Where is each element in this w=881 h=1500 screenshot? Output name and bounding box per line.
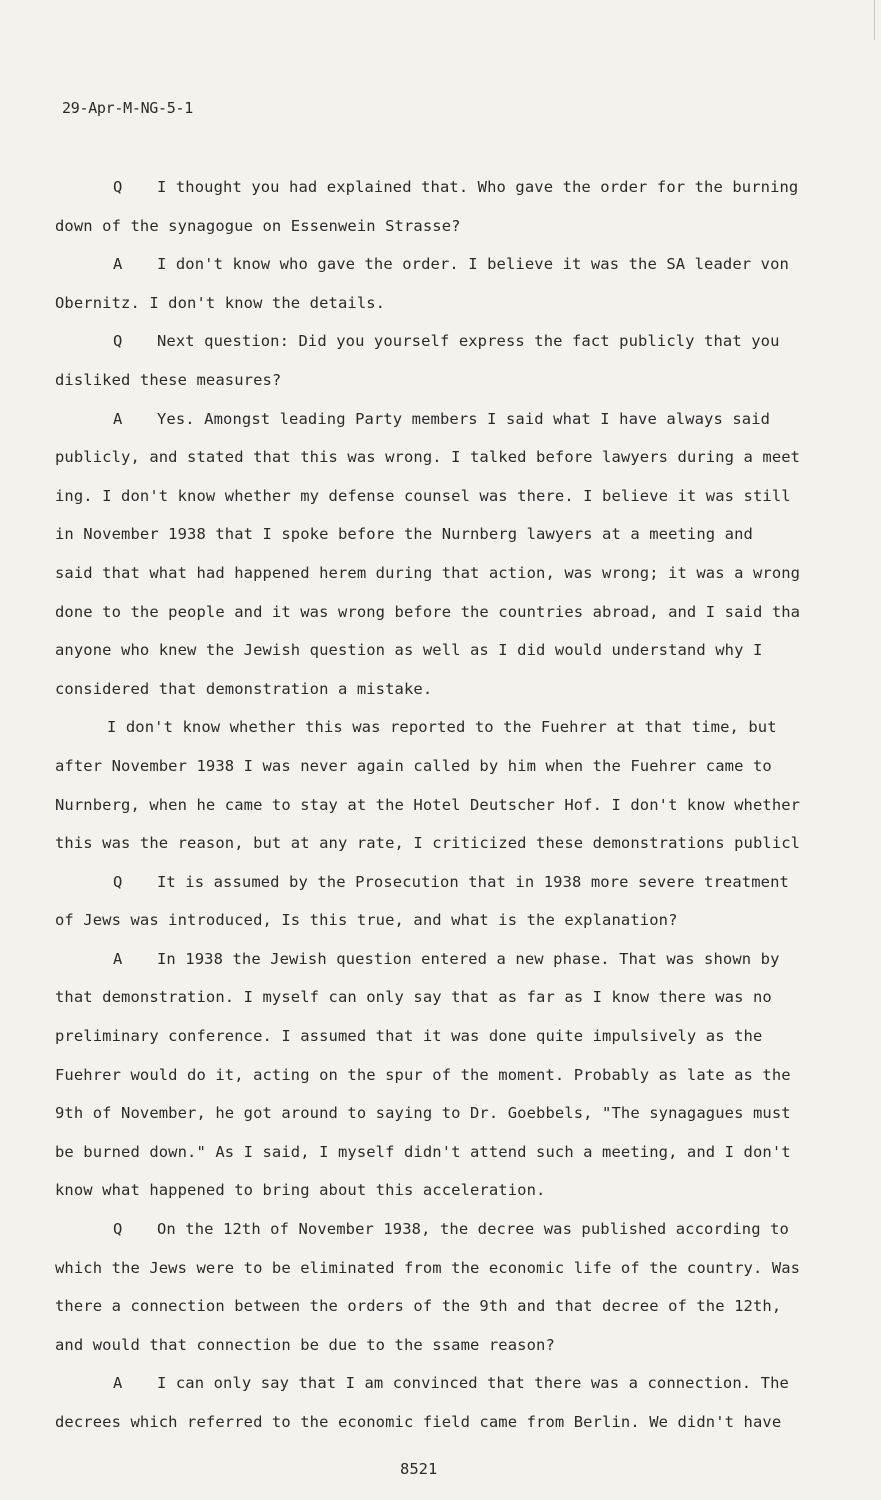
transcript-line <box>55 438 830 477</box>
page-number: 8521 <box>400 1460 438 1478</box>
line-text: of Jews was introduced, Is this true, and what is the explanation? <box>55 911 678 930</box>
line-text: considered that demonstration a mistake. <box>55 679 433 698</box>
transcript-line <box>55 1403 830 1442</box>
document-header: 29-Apr-M-NG-5-1 <box>62 99 193 117</box>
transcript-line <box>55 515 830 554</box>
transcript-line <box>55 593 830 632</box>
transcript-line <box>55 207 830 246</box>
line-text: decrees which referred to the economic field came from Berlin. We didn't have <box>55 1413 782 1431</box>
speaker-label: A <box>113 949 123 968</box>
line-text: Obernitz. I don't know the details. <box>55 293 386 312</box>
line-text: preliminary conference. I assumed that it was done quite impulsively as the <box>55 1027 763 1046</box>
transcript-line <box>55 554 830 593</box>
line-text: anyone who knew the Jewish question as well as I did would understand why I <box>55 641 763 660</box>
speaker-label: Q <box>113 178 123 196</box>
speaker-label: Q <box>113 332 123 351</box>
line-text: I can only say that I am convinced that there was a connection. The <box>157 1374 789 1393</box>
line-text: Nurnberg, when he came to stay at the Hotel Deutscher Hof. I don't know whether <box>55 795 801 814</box>
line-text: In 1938 the Jewish question entered a new phase. That was shown by <box>157 949 780 968</box>
line-text: after November 1938 I was never again called by him when the Fuehrer came to <box>55 756 772 775</box>
transcript-line <box>55 1094 830 1133</box>
transcript-line <box>55 1017 830 1056</box>
line-text: know what happened to bring about this acceleration. <box>55 1181 546 1200</box>
line-text: that demonstration. I myself can only say that as far as I know there was no <box>55 988 772 1007</box>
line-text: be burned down." As I said, I myself didn't attend such a meeting, and I don't <box>55 1142 791 1161</box>
transcript-line <box>55 708 830 747</box>
line-text: and would that connection be due to the ssame reason? <box>55 1335 555 1354</box>
transcript-line <box>55 400 830 439</box>
transcript-line <box>55 1056 830 1095</box>
line-text: down of the synagogue on Essenwein Strasse? <box>55 216 461 235</box>
transcript-line <box>55 1364 830 1403</box>
speaker-label: A <box>113 409 123 428</box>
transcript-line <box>55 1210 830 1249</box>
line-text: in November 1938 that I spoke before the Nurnberg lawyers at a meeting and <box>55 525 753 544</box>
transcript-line <box>55 1249 830 1288</box>
line-text: said that what had happened herem during that action, was wrong; it was a wrong <box>55 563 801 582</box>
transcript-line <box>55 670 830 709</box>
transcript-line <box>55 940 830 979</box>
transcript-line <box>55 284 830 323</box>
transcript-line <box>55 322 830 361</box>
transcript-line <box>55 631 830 670</box>
transcript-line <box>55 824 830 863</box>
line-text: It is assumed by the Prosecution that in 1938 more severe treatment <box>157 872 789 891</box>
line-text: 9th of November, he got around to saying to Dr. Goebbels, "The synagagues must <box>55 1104 791 1123</box>
line-text: there a connection between the orders of the 9th and that decree of the 12th, <box>55 1297 782 1316</box>
speaker-label: Q <box>113 1220 123 1239</box>
transcript-line <box>55 361 830 400</box>
line-text: done to the people and it was wrong before the countries abroad, and I said tha <box>55 602 801 621</box>
line-text: ing. I don't know whether my defense counsel was there. I believe it was still <box>55 486 791 505</box>
transcript-line <box>55 747 830 786</box>
line-text: On the 12th of November 1938, the decree was published according to <box>157 1220 789 1239</box>
speaker-label: A <box>113 255 123 274</box>
transcript-line <box>55 245 830 284</box>
transcript-line <box>55 1287 830 1326</box>
transcript-line <box>55 901 830 940</box>
line-text: I don't know who gave the order. I believe it was the SA leader von <box>157 255 789 274</box>
transcript-line <box>55 863 830 902</box>
transcript-line <box>55 477 830 516</box>
speaker-label: A <box>113 1374 123 1393</box>
line-text: which the Jews were to be eliminated from the economic life of the country. Was <box>55 1258 801 1277</box>
line-text: Next question: Did you yourself express the fact publicly that you <box>157 332 780 351</box>
transcript-body <box>55 168 830 1442</box>
transcript-line <box>55 1326 830 1365</box>
line-text: disliked these measures? <box>55 370 282 389</box>
line-text: publicly, and stated that this was wrong. I talked before lawyers during a meet <box>55 448 801 467</box>
transcript-line <box>55 978 830 1017</box>
page-edge-mark <box>874 0 875 40</box>
line-text: I don't know whether this was reported to the Fuehrer at that time, but <box>107 718 777 737</box>
line-text: this was the reason, but at any rate, I criticized these demonstrations publicl <box>55 834 801 853</box>
line-text: Yes. Amongst leading Party members I said what I have always said <box>157 409 771 428</box>
line-text: I thought you had explained that. Who gave the order for the burning <box>157 178 799 196</box>
transcript-line <box>55 1133 830 1172</box>
transcript-line <box>55 1171 830 1210</box>
line-text: Fuehrer would do it, acting on the spur of the moment. Probably as late as the <box>55 1065 791 1084</box>
transcript-line <box>55 786 830 825</box>
transcript-line <box>55 168 830 207</box>
speaker-label: Q <box>113 872 123 891</box>
